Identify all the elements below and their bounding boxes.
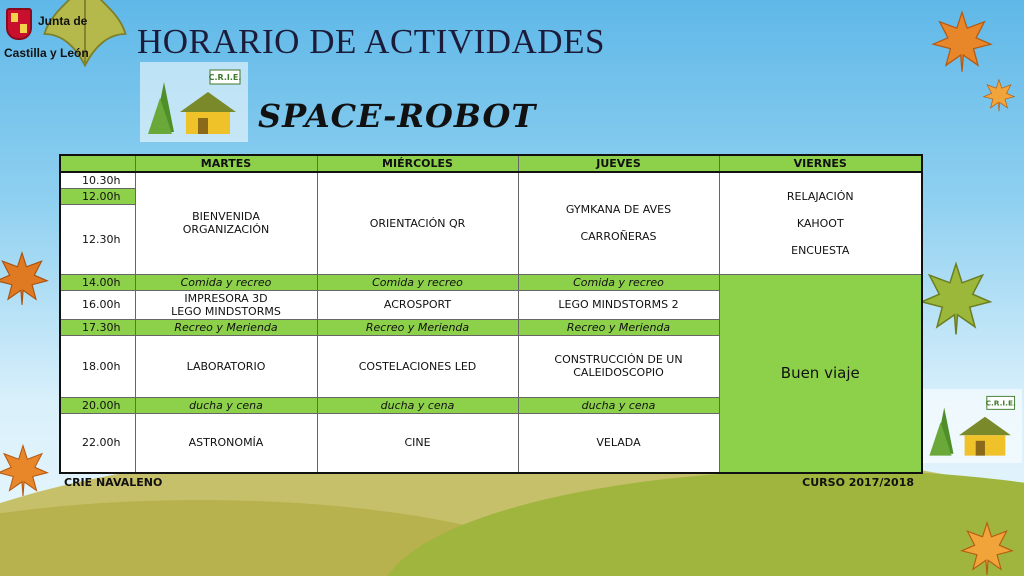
activity-cell-martes-evening: LABORATORIO xyxy=(135,335,317,397)
activity-line: GYMKANA DE AVES xyxy=(565,203,672,217)
maple-leaf-icon xyxy=(982,78,1016,112)
time-cell: 12.30h xyxy=(60,204,135,274)
activity-cell-miercoles-lunch: Comida y recreo xyxy=(317,274,518,290)
time-cell: 12.00h xyxy=(60,188,135,204)
activity-cell-jueves-dinner: ducha y cena xyxy=(518,397,719,413)
activity-cell-jueves-snack: Recreo y Merienda xyxy=(518,319,719,335)
table-row xyxy=(60,274,922,290)
activity-line: IMPRESORA 3D xyxy=(184,291,268,305)
activity-cell-martes-lunch: Comida y recreo xyxy=(135,274,317,290)
activity-cell-miercoles-afternoon: ACROSPORT xyxy=(317,290,518,319)
org-name-line1: Junta de xyxy=(38,14,88,28)
time-cell: 14.00h xyxy=(60,274,135,290)
activity-line: ENCUESTA xyxy=(791,243,850,257)
table-header-row xyxy=(60,155,922,172)
activity-line: LEGO MINDSTORMS xyxy=(171,304,281,318)
time-cell: 17.30h xyxy=(60,319,135,335)
column-header-jueves: JUEVES xyxy=(518,155,719,172)
activity-line: CONSTRUCCIÓN DE UN xyxy=(554,353,683,366)
junta-castilla-leon-logo xyxy=(4,6,100,60)
activity-cell-jueves-morning xyxy=(518,172,719,274)
time-cell: 10.30h xyxy=(60,172,135,188)
crie-badge-text: C.R.I.E. xyxy=(985,398,1016,408)
crie-logo-secondary xyxy=(922,388,1022,464)
activity-line: KAHOOT xyxy=(796,216,844,230)
maple-leaf-icon xyxy=(0,240,50,316)
activity-cell-martes-night: ASTRONOMÍA xyxy=(135,413,317,473)
activity-cell-miercoles-snack: Recreo y Merienda xyxy=(317,319,518,335)
activity-cell-martes-morning xyxy=(135,172,317,274)
coat-of-arms-icon xyxy=(6,8,32,40)
activity-line: CARROÑERAS xyxy=(580,230,657,244)
maple-leaf-icon xyxy=(0,424,50,516)
activity-line: CALEIDOSCOPIO xyxy=(573,366,664,379)
time-cell: 22.00h xyxy=(60,413,135,473)
activity-cell-martes-snack: Recreo y Merienda xyxy=(135,319,317,335)
column-header-martes: MARTES xyxy=(135,155,317,172)
time-cell: 20.00h xyxy=(60,397,135,413)
org-name-line2: Castilla y León xyxy=(4,46,89,60)
activity-cell-miercoles-dinner: ducha y cena xyxy=(317,397,518,413)
column-header-viernes: VIERNES xyxy=(719,155,922,172)
footer-center-name: CRIE NAVALENO xyxy=(64,476,163,489)
activity-line: RELAJACIÓN xyxy=(786,189,854,203)
activity-cell-jueves-evening xyxy=(518,335,719,397)
column-header-miercoles: MIÉRCOLES xyxy=(317,155,518,172)
maple-leaf-icon xyxy=(930,6,994,76)
time-cell: 18.00h xyxy=(60,335,135,397)
footer-course-year: CURSO 2017/2018 xyxy=(802,476,914,489)
column-header-time xyxy=(60,155,135,172)
activity-cell-martes-afternoon xyxy=(135,290,317,319)
page-title: HORARIO DE ACTIVIDADES xyxy=(137,22,605,61)
activity-line: BIENVENIDA xyxy=(192,210,260,224)
leaf-icon xyxy=(918,250,994,346)
activity-cell-miercoles-night: CINE xyxy=(317,413,518,473)
activity-cell-jueves-lunch: Comida y recreo xyxy=(518,274,719,290)
project-subtitle: SPACE-ROBOT xyxy=(258,97,537,135)
crie-logo xyxy=(140,62,248,142)
activity-cell-jueves-afternoon: LEGO MINDSTORMS 2 xyxy=(518,290,719,319)
schedule-table xyxy=(59,154,923,474)
activity-cell-jueves-night: VELADA xyxy=(518,413,719,473)
time-cell: 16.00h xyxy=(60,290,135,319)
table-row xyxy=(60,172,922,188)
activity-cell-martes-dinner: ducha y cena xyxy=(135,397,317,413)
activity-line: ORGANIZACIÓN xyxy=(182,223,270,237)
activity-cell-viernes-afternoon: Buen viaje xyxy=(719,274,922,473)
activity-cell-miercoles-morning: ORIENTACIÓN QR xyxy=(317,172,518,274)
activity-cell-viernes-morning xyxy=(719,172,922,274)
crie-badge-text: C.R.I.E. xyxy=(208,73,242,82)
maple-leaf-icon xyxy=(950,520,1024,576)
activity-cell-miercoles-evening: COSTELACIONES LED xyxy=(317,335,518,397)
